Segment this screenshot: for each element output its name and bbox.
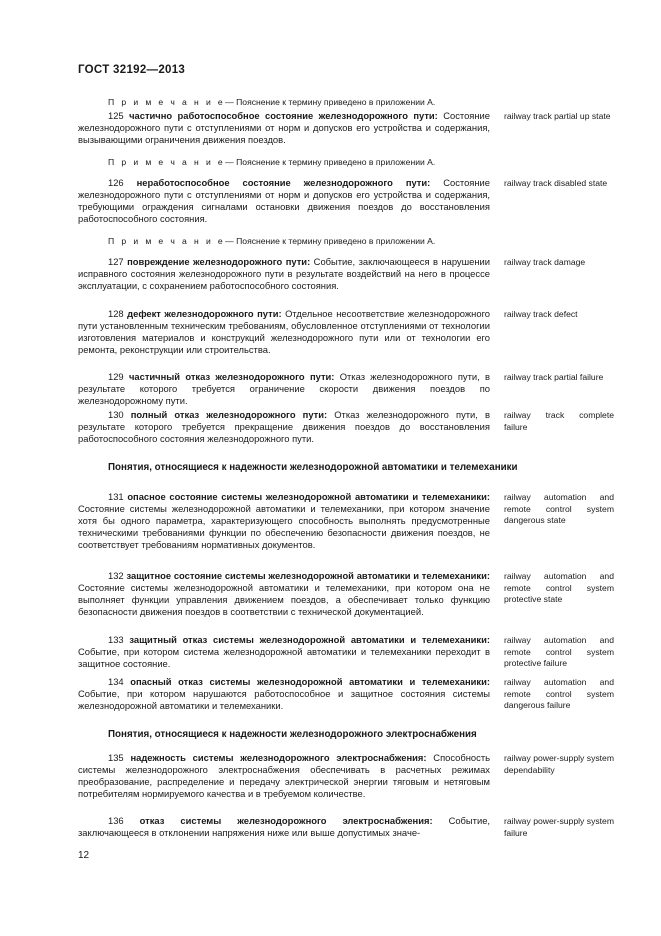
note-text: — Пояснение к термину приведено в приложении А.: [225, 97, 436, 107]
term-definition: Отдельное несоответствие железнодорожного пути установленным техническим требованиям, обусловленное отступлениями от технологии изготовления материалов и конструкций железнодорожного пути или от технологии его ремонта, реконструкции или строительства.: [78, 308, 491, 356]
term-entry-131: [78, 491, 490, 551]
term-title: полный отказ железнодорожного пути:: [130, 409, 328, 420]
term-english-135: railway power-supply system dependability: [504, 753, 614, 775]
term-english-126: railway track disabled state: [504, 178, 608, 188]
term-english-125: railway track partial up state: [504, 111, 611, 121]
term-entry-132: [78, 570, 490, 618]
note-127: [108, 236, 498, 247]
term-title: повреждение железнодорожного пути:: [127, 256, 311, 267]
term-english-128: railway track defect: [504, 309, 578, 319]
term-definition: Событие, заключающееся в нарушении исправного состояния железнодорожного пути в результате воздействий на него в процессе эксплуатации, с сохранением работоспособного состояния.: [78, 256, 490, 292]
term-number: 130: [108, 409, 124, 420]
term-english-127: railway track damage: [504, 257, 586, 267]
term-definition: Состояние системы железнодорожной автоматики и телемеханики, при котором значение хотя бы одного параметра, характеризующего способность выполнять предусмотренные техническими требованиями функции по обеспечению безопасности движения поездов, не соответствует требованиям нормативных документов.: [78, 503, 490, 551]
term-number: 126: [108, 177, 124, 188]
term-definition: Отказ железнодорожного пути, в результате которого требуется прекращение движения поездов до восстановления работоспособного состояния железнодорожного пути.: [78, 409, 490, 445]
term-title: неработоспособное состояние железнодорожного пути:: [136, 177, 431, 188]
term-title: дефект железнодорожного пути:: [127, 308, 282, 319]
term-title: частичный отказ железнодорожного пути:: [128, 371, 335, 382]
term-number: 131: [108, 491, 124, 502]
term-title: надежность системы железнодорожного электроснабжения:: [130, 752, 427, 763]
note-label: П р и м е ч а н и е: [108, 97, 226, 107]
page-number: 12: [78, 850, 90, 861]
term-entry-134: [78, 676, 490, 712]
term-definition: Отказ железнодорожного пути, в результате которого требуется ограничение скорости движения поездов по железнодорожному пути.: [78, 371, 491, 407]
term-definition: Состояние железнодорожного пути с отступлениями от норм и допусков его устройства и содержания, вызывающими ограничения движения поездов.: [78, 110, 491, 146]
term-title: защитный отказ системы железнодорожной автоматики и телемеханики:: [129, 634, 491, 645]
term-english-130: railway track complete failure: [504, 410, 614, 432]
term-number: 136: [108, 815, 124, 826]
term-entry-133: [78, 634, 490, 670]
term-definition: Состояние системы железнодорожной автоматики и телемеханики, при котором она не выполняет функции управления движением поездов, а обеспечивает только функцию безопасности движения поездов в соответствии с технической документацией.: [78, 582, 490, 618]
note-label: П р и м е ч а н и е: [108, 157, 226, 167]
note-text: — Пояснение к термину приведено в приложении А.: [225, 236, 436, 246]
term-entry-127: [78, 256, 490, 292]
term-number: 127: [108, 256, 124, 267]
term-definition: Событие, при котором система железнодорожной автоматики и телемеханики переходит в защитное состояние.: [78, 646, 490, 670]
term-definition: Событие, при котором нарушаются работоспособное и защитное состояния системы железнодорожной автоматики и телемеханики.: [78, 688, 490, 712]
note-126: [108, 157, 498, 168]
term-english-134: railway automation and remote control system dangerous failure: [504, 677, 614, 710]
term-title: частично работоспособное состояние железнодорожного пути:: [129, 110, 438, 121]
term-entry-135: [78, 752, 490, 800]
note-label: П р и м е ч а н и е: [108, 236, 226, 246]
term-english-132: railway automation and remote control system protective state: [504, 571, 614, 604]
term-number: 128: [108, 308, 124, 319]
term-definition: Событие, заключающееся в отклонении напряжения ниже или выше допустимых значе-: [78, 815, 491, 839]
term-number: 129: [108, 371, 124, 382]
term-entry-128: [78, 308, 490, 356]
term-title: отказ системы железнодорожного электроснабжения:: [139, 815, 433, 826]
term-english-129: railway track partial failure: [504, 372, 604, 382]
section-heading-automation: Понятия, относящиеся к надежности железнодорожной автоматики и телемеханики: [108, 462, 518, 473]
term-entry-125: [78, 110, 490, 146]
term-entry-130: [78, 409, 490, 445]
document-header: ГОСТ 32192—2013: [78, 64, 186, 76]
term-entry-136: [78, 815, 490, 839]
term-number: 135: [108, 752, 124, 763]
term-title: опасное состояние системы железнодорожной автоматики и телемеханики:: [127, 491, 490, 502]
term-definition: Способность системы железнодорожного электроснабжения обеспечивать в расчетных режимах преобразование, распределение и передачу электрической энергии тяговым и нетяговым потребителям нормируемого качества и в требуемом количестве.: [78, 752, 490, 800]
note-125: [108, 97, 498, 108]
term-number: 134: [108, 676, 124, 687]
term-english-133: railway automation and remote control system protective failure: [504, 635, 614, 668]
term-entry-126: [78, 177, 490, 225]
term-number: 125: [108, 110, 124, 121]
note-text: — Пояснение к термину приведено в приложении А.: [225, 157, 436, 167]
section-heading-power: Понятия, относящиеся к надежности железнодорожного электроснабжения: [108, 729, 477, 740]
term-number: 133: [108, 634, 124, 645]
term-entry-129: [78, 371, 490, 407]
term-english-136: railway power-supply system failure: [504, 816, 614, 838]
term-english-131: railway automation and remote control system dangerous state: [504, 492, 614, 525]
term-title: защитное состояние системы железнодорожной автоматики и телемеханики:: [126, 570, 490, 581]
term-definition: Состояние железнодорожного пути с отступлениями от норм и допусков его устройства и содержания, требующими ограждения сигналами остановки движения поездов до восстановления работоспособного состояния.: [78, 177, 491, 225]
term-number: 132: [108, 570, 124, 581]
term-title: опасный отказ системы железнодорожной автоматики и телемеханики:: [130, 676, 490, 687]
